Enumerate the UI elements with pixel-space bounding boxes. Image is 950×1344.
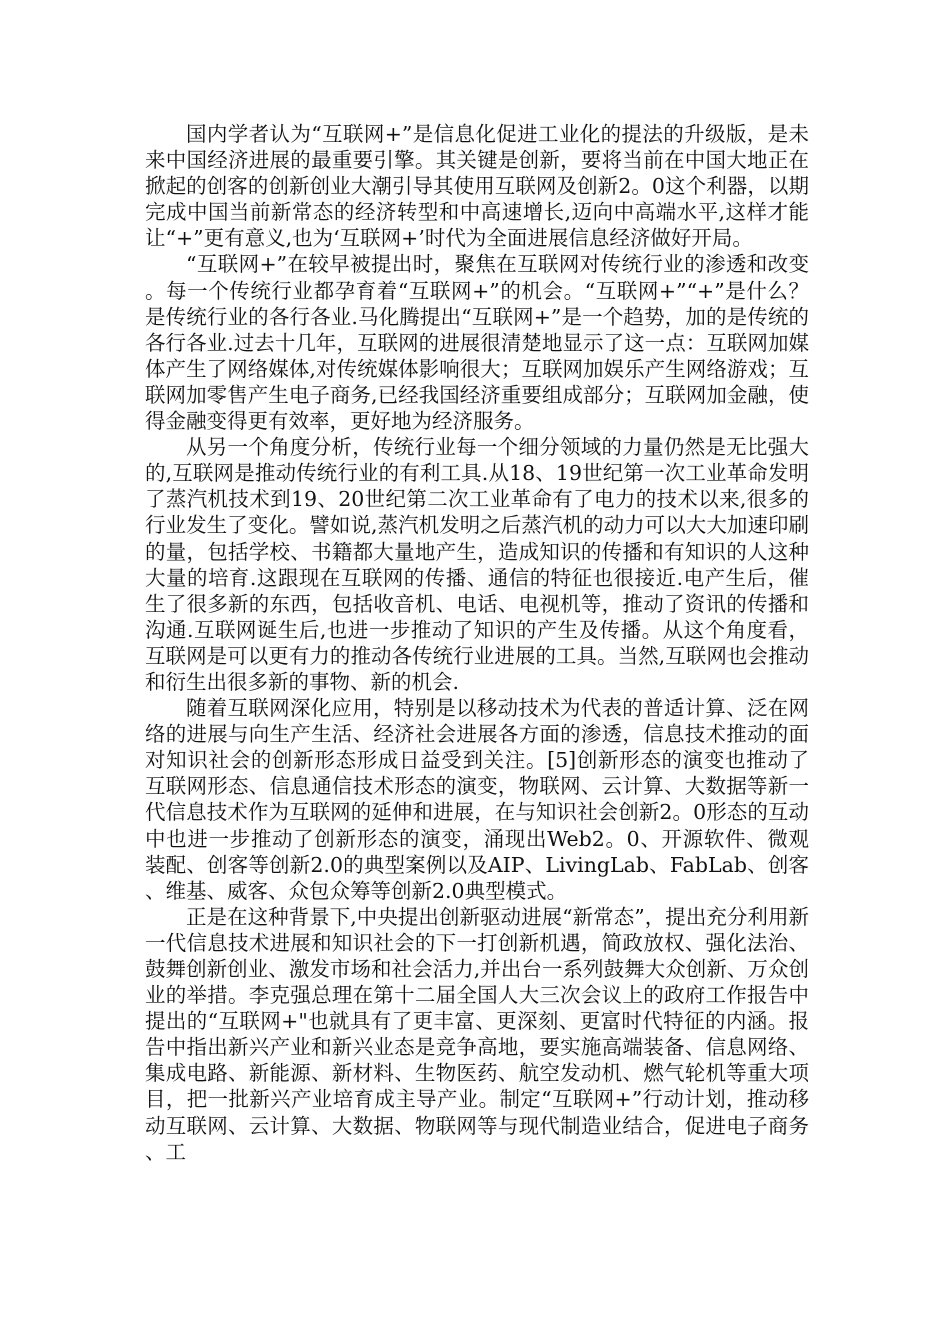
paragraph-4: 随着互联网深化应用，特别是以移动技术为代表的普适计算、泛在网络的进展与向生产生活、经济社会进展各方面的渗透，信息技术推动的面对知识社会的创新形态形成日益受到关注。[5]创新形态的演变也推动了互联网形态、信息通信技术形态的演变，物联网、云计算、大数据等新一代信息技术作为互联网的延伸和进展，在与知识社会创新2。0形态的互动中也进一步推动了创新形态的演变，涌现出Web2。0、开源软件、微观装配、创客等创新2.0的典型案例以及AIP、LivingLab、FabLab、创客、维基、威客、众包众筹等创新2.0典型模式。 [145, 696, 809, 903]
document-body [145, 121, 809, 1165]
paragraph-1: 国内学者认为“互联网+”是信息化促进工业化的提法的升级版，是未来中国经济进展的最重要引擎。其关键是创新，要将当前在中国大地正在掀起的创客的创新创业大潮引导其使用互联网及创新2。0这个利器，以期完成中国当前新常态的经济转型和中高速增长,迈向中高端水平,这样才能让“+”更有意义,也为‘互联网+’时代为全面进展信息经济做好开局。 [145, 122, 809, 251]
paragraph-2: “互联网+”在较早被提出时，聚焦在互联网对传统行业的渗透和改变。每一个传统行业都孕育着“互联网+”的机会。“互联网+”“+”是什么？是传统行业的各行各业.马化腾提出“互联网+”是一个趋势，加的是传统的各行各业.过去十几年，互联网的进展很清楚地显示了这一点：互联网加媒体产生了网络媒体,对传统媒体影响很大；互联网加娱乐产生网络游戏；互联网加零售产生电子商务,已经我国经济重要组成部分；互联网加金融，使得金融变得更有效率，更好地为经济服务。 [145, 252, 809, 434]
paragraph-5: 正是在这种背景下,中央提出创新驱动进展“新常态”，提出充分利用新一代信息技术进展和知识社会的下一打创新机遇，简政放权、强化法治、鼓舞创新创业、激发市场和社会活力,并出台一系列鼓舞大众创新、万众创业的举措。李克强总理在第十二届全国人大三次会议上的政府工作报告中提出的“互联网+"也就具有了更丰富、更深刻、更富时代特征的内涵。报告中指出新兴产业和新兴业态是竞争高地，要实施高端装备、信息网络、集成电路、新能源、新材料、生物医药、航空发动机、燃气轮机等重大项目，把一批新兴产业培育成主导产业。制定“互联网+”行动计划，推动移动互联网、云计算、大数据、物联网等与现代制造业结合，促进电子商务、工 [145, 904, 809, 1164]
paragraph-3: 从另一个角度分析，传统行业每一个细分领域的力量仍然是无比强大的,互联网是推动传统行业的有利工具.从18、19世纪第一次工业革命发明了蒸汽机技术到19、20世纪第二次工业革命有了电力的技术以来,很多的行业发生了变化。譬如说,蒸汽机发明之后蒸汽机的动力可以大大加速印刷的量，包括学校、书籍都大量地产生，造成知识的传播和有知识的人这种大量的培育.这跟现在互联网的传播、通信的特征也很接近.电产生后，催生了很多新的东西，包括收音机、电话、电视机等，推动了资讯的传播和沟通.互联网诞生后,也进一步推动了知识的产生及传播。从这个角度看，互联网是可以更有力的推动各传统行业进展的工具。当然,互联网也会推动和衍生出很多新的事物、新的机会. [145, 435, 809, 694]
